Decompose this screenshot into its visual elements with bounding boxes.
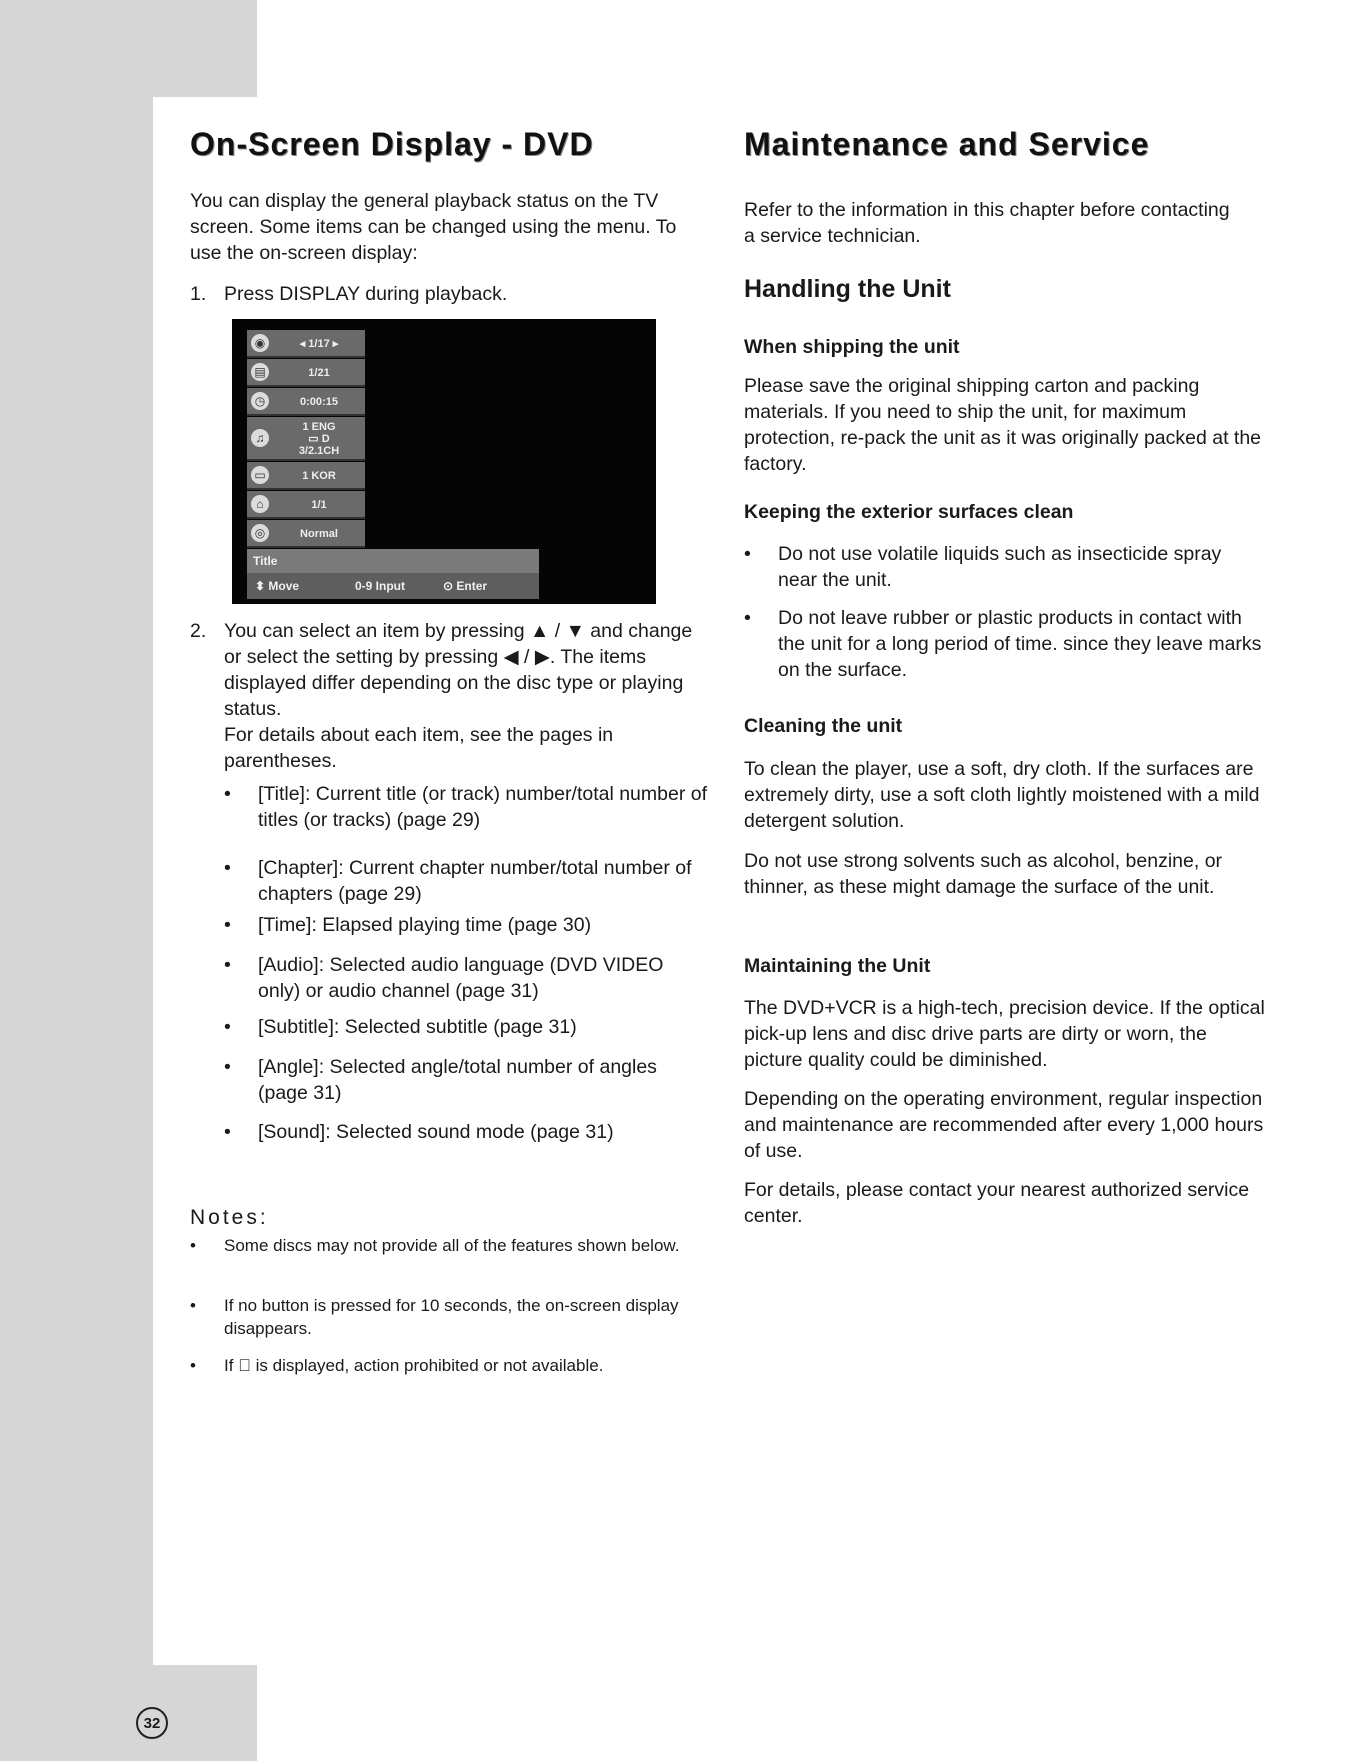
bullet-icon: • (224, 1056, 231, 1078)
cleaning-text-2: Do not use strong solvents such as alcohol, benzine, or thinner, as these might damage the surface of the unit. (744, 850, 1223, 898)
clock-icon: ◷ (251, 392, 269, 410)
osd-value: 1/21 (308, 367, 330, 379)
bullet-icon: • (224, 954, 231, 976)
bullet-icon: • (190, 1296, 196, 1315)
sound-icon: ◎ (251, 524, 269, 542)
osd-value: Normal (300, 528, 338, 540)
audio-icon: ♫ (251, 429, 269, 447)
osd-value: 1 KOR (302, 470, 336, 482)
step-1-text: Press DISPLAY during playback. (224, 283, 508, 305)
angle-icon: ⌂ (251, 495, 269, 513)
osd-row-sound (247, 520, 365, 548)
bullet-icon: • (224, 1016, 231, 1038)
osd-hint-input: 0-9 Input (355, 579, 405, 593)
osd-row-title (247, 330, 365, 358)
osd-section-title: On-Screen Display - DVD (190, 126, 594, 162)
shipping-heading: When shipping the unit (744, 336, 960, 358)
bullet-icon: • (744, 543, 751, 565)
osd-value: ◂ 1/17 ▸ (299, 338, 339, 350)
step-1-number: 1. (190, 283, 207, 305)
bullet-icon: • (190, 1236, 196, 1255)
bullet-icon: • (190, 1356, 196, 1375)
osd-row-time (247, 388, 365, 416)
bullet-icon: • (224, 1121, 231, 1143)
osd-hint-bar (247, 573, 539, 599)
osd-value: 1/1 (311, 499, 327, 511)
osd-value: 1 ENG ▭ D 3/2.1CH (298, 421, 340, 457)
maintenance-section-title: Maintenance and Service (744, 126, 1150, 162)
maintaining-text-1: The DVD+VCR is a high-tech, precision device. If the optical pick-up lens and disc drive parts are dirty or worn, the picture quality could be diminished. (744, 997, 1265, 1071)
osd-hint-move: ⬍ Move (255, 579, 300, 593)
maintenance-intro: Refer to the information in this chapter before contacting a service technician. (744, 199, 1230, 247)
maintaining-heading: Maintaining the Unit (744, 955, 931, 977)
notes-title: Notes: (190, 1206, 269, 1229)
cleaning-text-1: To clean the player, use a soft, dry cloth. If the surfaces are extremely dirty, use a soft cloth lightly moistened with a mild detergent solution. (744, 758, 1260, 832)
margin-band-bottom (0, 1665, 257, 1761)
bullet-icon: • (224, 914, 231, 936)
disc-icon: ◉ (251, 334, 269, 352)
step-2-text: You can select an item by pressing ▲ / ▼ and change or select the setting by pressing ◀ / ▶. The items displayed differ depending on the disc type or playing status. (224, 620, 693, 720)
bullet-icon: • (744, 607, 751, 629)
step-2-number: 2. (190, 620, 207, 642)
bullet-icon: • (224, 783, 231, 805)
subtitle-icon: ▭ (251, 466, 269, 484)
right-column: Maintenance and Service Refer to the information in this chapter before contacting a service technician. Handling the Unit When shipping the unit Please save the original shipping carton and packing materials. If you need to ship the unit, for maximum protection, re-pack the unit as it was originally packed at the factory. Keeping the exterior surfaces clean • Do not use volatile liquids such as insecticide spray near the unit. • Do not leave rubber or plastic products in contact with the unit for a long period of time. since they leave marks on the surface. Cleaning the unit To clean the player, use a soft, dry cloth. If the surfaces are extremely dirty, use a soft cloth lightly moistened with a mild detergent solution. Do not use strong solvents such as alcohol, benzine, or thinner, as these might damage the surface of the unit. Maintaining the Unit The DVD+VCR is a high-tech, precision device. If the optical pick-up lens and disc drive parts are dirty or worn, the picture quality could be diminished. Depending on the operating environment, regular inspection and maintenance are recommended after every 1,000 hours of use. For details, please contact your nearest authorized service center. (744, 126, 1269, 163)
step-2-details: For details about each item, see the pages in parentheses. (224, 724, 614, 772)
osd-screenshot (232, 319, 656, 604)
osd-row-audio (247, 417, 365, 461)
osd-value: 0:00:15 (300, 396, 338, 408)
left-column: On-Screen Display - DVD You can display the general playback status on the TV screen. Some items can be changed using the menu. To use the on-screen display: 1. Press DISPLAY during playback. ◉ ◂ 1/17 ▸ ▤ 1/21 ◷ 0:00:15 ♫ 1 ENG ▭ D 3/2.1CH ▭ 1 KOR ⌂ 1/1 ◎ Normal Title ⬍ Move 0-9 Input ⊙ Enter 2. You can select an item by pressing ▲ / ▼ and change or select the setting by pressing ◀ / ▶. The items displayed differ depending on the disc type or playing status. For details about each item, see the pages in parentheses. • [Title]: Current title (or track) number/total number of titles (or tracks) (page 29) • [Chapter]: Current chapter number/total number of chapters (page 29) • [Time]: Elapsed playing time (page 30) • [Audio]: Selected audio language (DVD VIDEO only) or audio channel (page 31) • [Subtitle]: Selected subtitle (page 31) • [Angle]: Selected angle/total number of angles (page 31) • [Sound]: Selected sound mode (page 31) Notes: • Some discs may not provide all of the features shown below. • If no button is pressed for 10 seconds, the on-screen display disappears. • If ⃠ is displayed, action prohibited or not available. (190, 126, 710, 163)
osd-intro: You can display the general playback status on the TV screen. Some items can be changed using the menu. To use the on-screen display: (190, 190, 677, 264)
cleaning-heading: Cleaning the unit (744, 715, 903, 737)
maintaining-text-3: For details, please contact your nearest authorized service center. (744, 1179, 1250, 1227)
osd-title-bar: Title (247, 549, 539, 573)
chapter-icon: ▤ (251, 363, 269, 381)
page-number: 32 (136, 1707, 168, 1739)
shipping-text: Please save the original shipping carton and packing materials. If you need to ship the unit, for maximum protection, re-pack the unit as it was originally packed at the factory. (744, 375, 1262, 475)
osd-row-angle (247, 491, 365, 519)
osd-row-subtitle (247, 462, 365, 490)
osd-hint-enter: ⊙ Enter (443, 579, 488, 593)
handling-heading: Handling the Unit (744, 275, 951, 303)
osd-row-chapter (247, 359, 365, 387)
margin-band-left (0, 0, 153, 1761)
surfaces-heading: Keeping the exterior surfaces clean (744, 501, 1074, 523)
maintaining-text-2: Depending on the operating environment, regular inspection and maintenance are recommended after every 1,000 hours of use. (744, 1088, 1264, 1162)
bullet-icon: • (224, 857, 231, 879)
